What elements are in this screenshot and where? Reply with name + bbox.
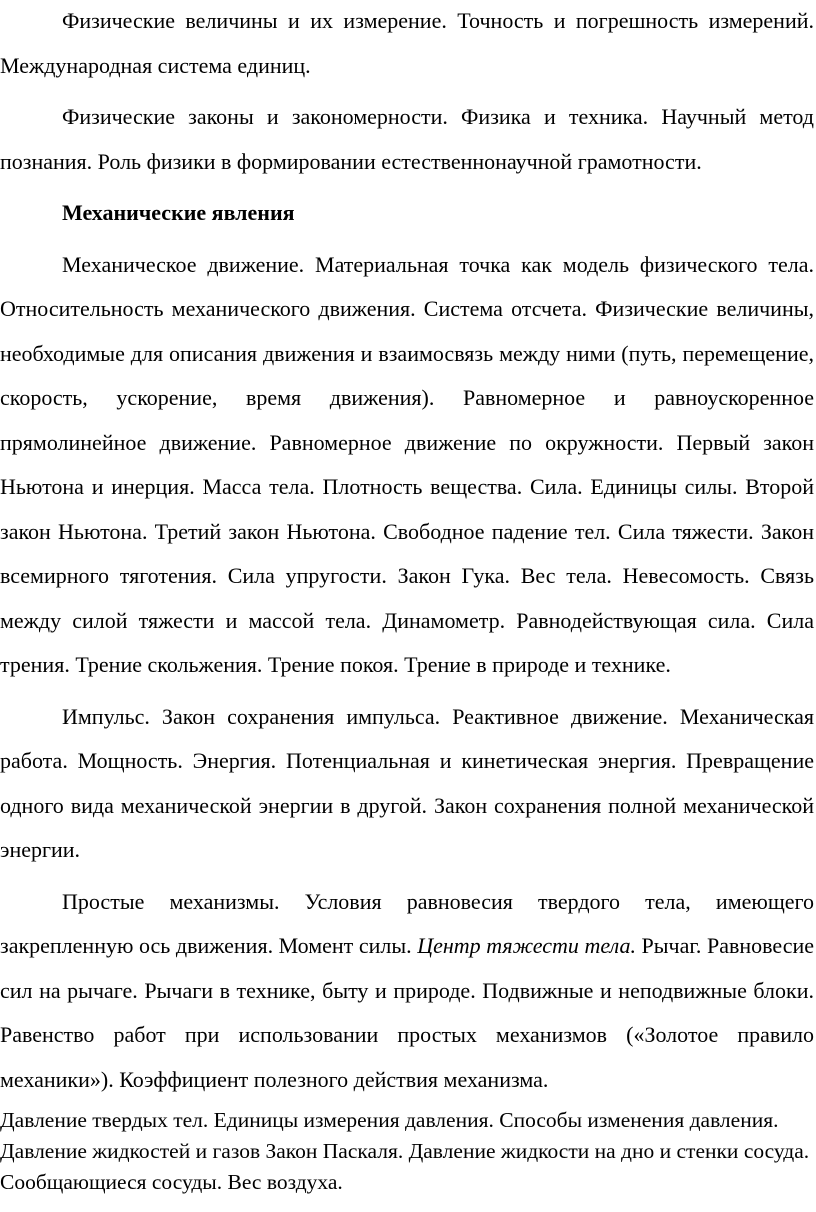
paragraph-simple-mechanisms (0, 880, 814, 1103)
paragraph-pressure: Давление твердых тел. Единицы измерения давления. Способы изменения давления. Давление жидкостей и газов Закон Паскаля. Давление жидкости на дно и стенки сосуда. Сообщающиеся сосуды. Вес воздуха. (0, 1108, 810, 1194)
simple-mechanisms-text-start: Простые механизмы. Условия равновесия твердого тела, имеющего закрепленную ось движения. Момент силы. (0, 888, 814, 958)
section-heading-mechanical-phenomena: Механические явления (62, 200, 295, 225)
center-of-gravity-italic: Центр тяжести тела. (417, 933, 636, 958)
simple-mechanisms-text-end: Рычаг. Равновесие сил на рычаге. Рычаги в технике, быту и природе. Подвижные и неподвижные блоки. Равенство работ при использовании простых механизмов («Золотое правило механики»). Коэффициент полезного действия механизма. (0, 933, 814, 1092)
paragraph-momentum-energy: Импульс. Закон сохранения импульса. Реактивное движение. Механическая работа. Мощность. Энергия. Потенциальная и кинетическая энергия. Превращение одного вида механической энергии в другой. Закон сохранения полной механической энергии. (0, 703, 814, 862)
paragraph-measurement: Физические величины и их измерение. Точность и погрешность измерений. Международная система единиц. (0, 8, 814, 78)
paragraph-physical-laws: Физические законы и закономерности. Физика и техника. Научный метод познания. Роль физики в формировании естественнонаучной грамотности. (0, 104, 814, 174)
paragraph-mechanical-motion: Механическое движение. Материальная точка как модель физического тела. Относительность механического движения. Система отсчета. Физические величины, необходимые для описания движения и взаимосвязь между ними (путь, перемещение, скорость, ускорение, время движения). Равномерное и равноускоренное прямолинейное движение. Равномерное движение по окружности. Первый закон Ньютона и инерция. Масса тела. Плотность вещества. Сила. Единицы силы. Второй закон Ньютона. Третий закон Ньютона. Свободное падение тел. Сила тяжести. Закон всемирного тяготения. Сила упругости. Закон Гука. Вес тела. Невесомость. Связь между силой тяжести и массой тела. Динамометр. Равнодействующая сила. Сила трения. Трение скольжения. Трение покоя. Трение в природе и технике. (0, 251, 814, 677)
